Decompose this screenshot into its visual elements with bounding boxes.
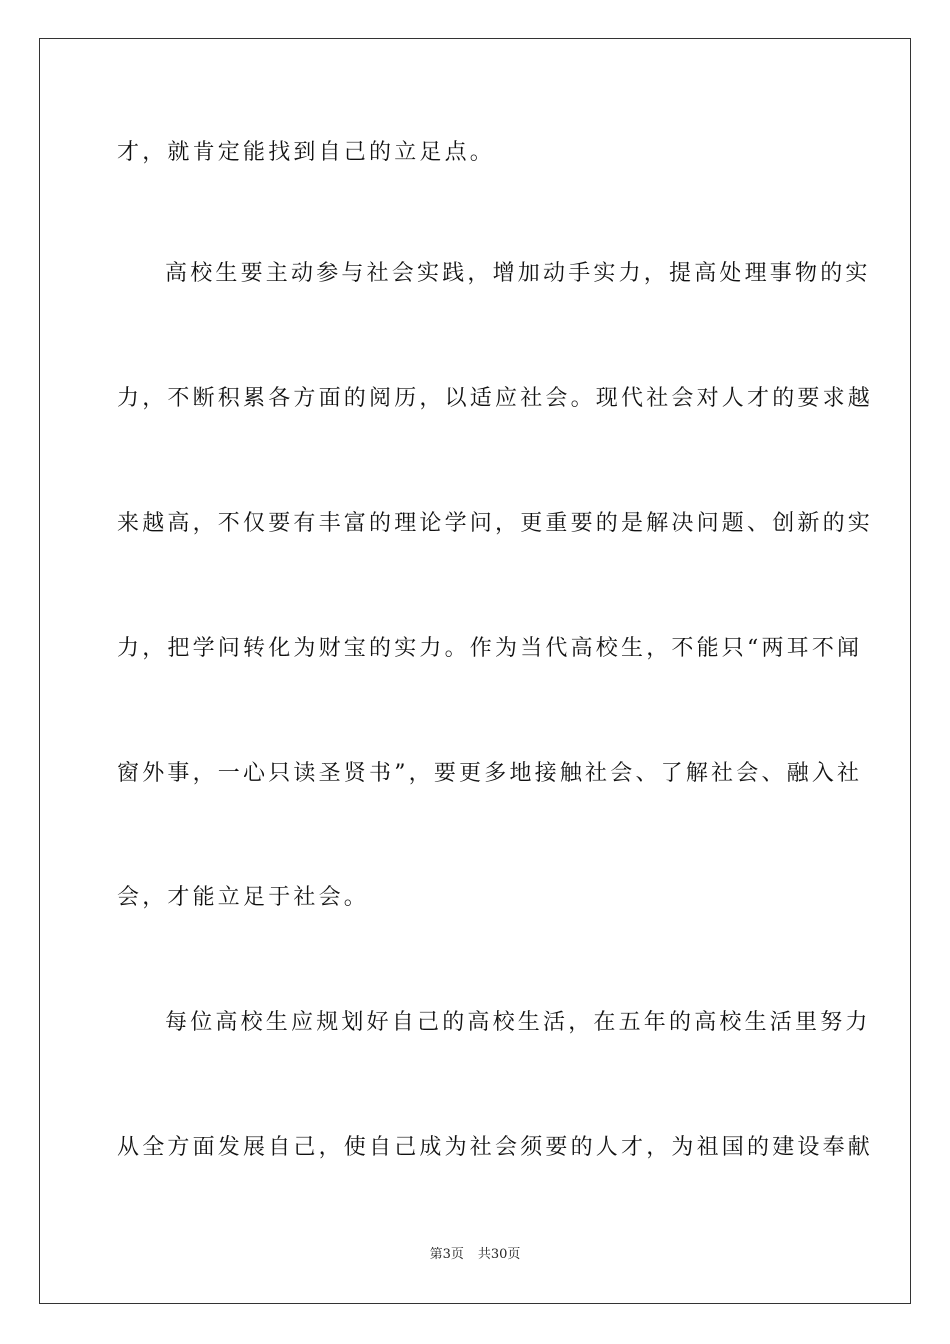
page-footer xyxy=(0,1246,950,1264)
text-line: 窗外事，一心只读圣贤书”，要更多地接触社会、了解社会、融入社 xyxy=(117,761,863,786)
text-line: 力，把学问转化为财宝的实力。作为当代高校生，不能只“两耳不闻 xyxy=(117,636,863,661)
paragraph-first-line: 高校生要主动参与社会实践，增加动手实力，提高处理事物的实 xyxy=(165,261,871,286)
text-line: 才，就肯定能找到自己的立足点。 xyxy=(117,140,496,165)
page-total: 共30页 xyxy=(477,1247,521,1262)
text-line: 来越高，不仅要有丰富的理论学问，更重要的是解决问题、创新的实 xyxy=(117,511,874,536)
paragraph-first-line: 每位高校生应规划好自己的高校生活，在五年的高校生活里努力 xyxy=(165,1010,871,1035)
page-number: 第3页 xyxy=(429,1247,464,1262)
text-line: 会，才能立足于社会。 xyxy=(117,885,370,910)
page-border xyxy=(39,38,911,1304)
text-line: 从全方面发展自己，使自己成为社会须要的人才，为祖国的建设奉献 xyxy=(117,1135,874,1160)
text-line: 力，不断积累各方面的阅历，以适应社会。现代社会对人才的要求越 xyxy=(117,386,874,411)
